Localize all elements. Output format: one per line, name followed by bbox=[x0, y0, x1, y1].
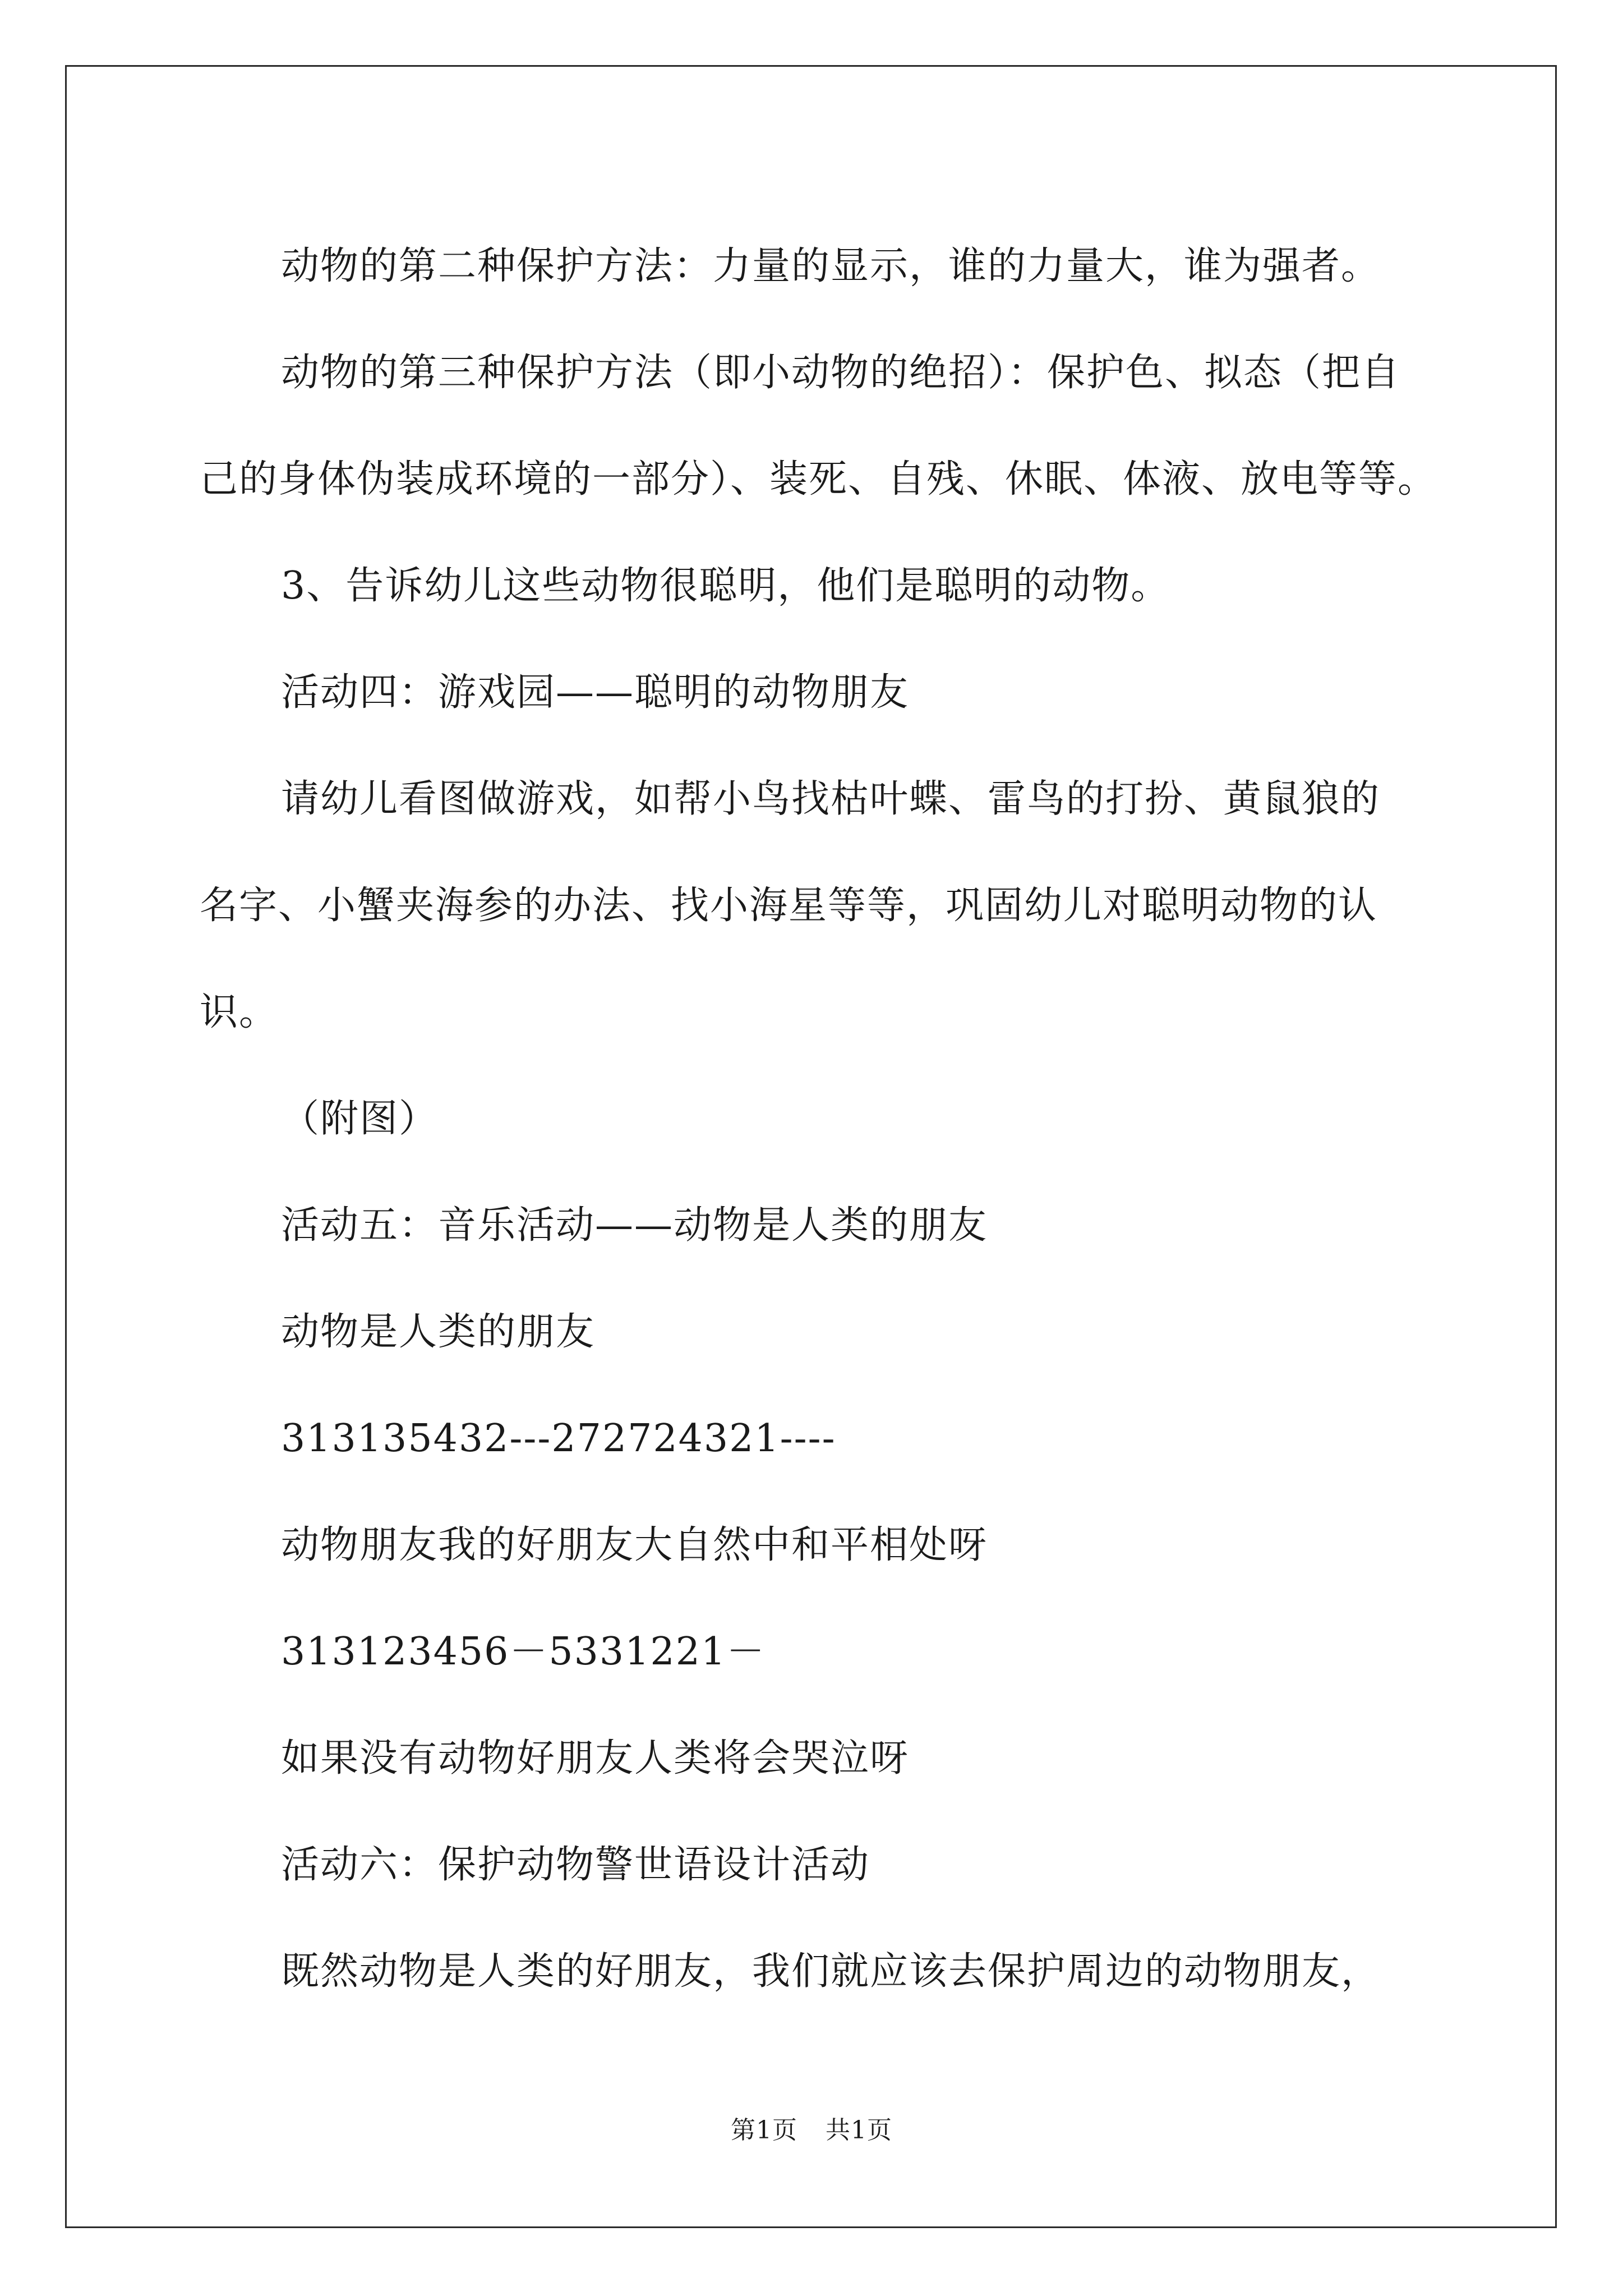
paragraph-line: 3、告诉幼儿这些动物很聪明，他们是聪明的动物。 bbox=[281, 564, 1170, 608]
page-total: 共1页 bbox=[826, 2116, 892, 2145]
song-notation: 313123456－5331221－ bbox=[281, 1630, 766, 1674]
section-heading: 活动六：保护动物警世语设计活动 bbox=[281, 1843, 870, 1887]
paragraph-line: 识。 bbox=[200, 990, 279, 1034]
paragraph-line: 名字、小蟹夹海参的办法、找小海星等等，巩固幼儿对聪明动物的认 bbox=[200, 884, 1378, 928]
song-title: 动物是人类的朋友 bbox=[281, 1310, 596, 1354]
page-footer bbox=[0, 2114, 1623, 2147]
figure-note: （附图） bbox=[281, 1097, 439, 1141]
page-number: 第1页 bbox=[731, 2116, 797, 2145]
paragraph-line: 请幼儿看图做游戏，如帮小鸟找枯叶蝶、雷鸟的打扮、黄鼠狼的 bbox=[281, 777, 1381, 821]
paragraph-line: 动物的第二种保护方法：力量的显示，谁的力量大，谁为强者。 bbox=[281, 244, 1381, 288]
song-lyrics: 动物朋友我的好朋友大自然中和平相处呀 bbox=[281, 1523, 988, 1567]
paragraph-line: 既然动物是人类的好朋友，我们就应该去保护周边的动物朋友， bbox=[281, 1949, 1381, 1994]
document-body bbox=[200, 213, 1450, 2025]
paragraph-line: 己的身体伪装成环境的一部分）、装死、自残、休眠、体液、放电等等。 bbox=[200, 457, 1437, 501]
song-notation: 313135432---272724321---- bbox=[281, 1416, 836, 1461]
song-lyrics: 如果没有动物好朋友人类将会哭泣呀 bbox=[281, 1736, 910, 1780]
paragraph-line: 动物的第三种保护方法（即小动物的绝招）：保护色、拟态（把自 bbox=[281, 351, 1401, 395]
section-heading: 活动四：游戏园——聪明的动物朋友 bbox=[281, 670, 910, 715]
section-heading: 活动五：音乐活动——动物是人类的朋友 bbox=[281, 1203, 988, 1248]
